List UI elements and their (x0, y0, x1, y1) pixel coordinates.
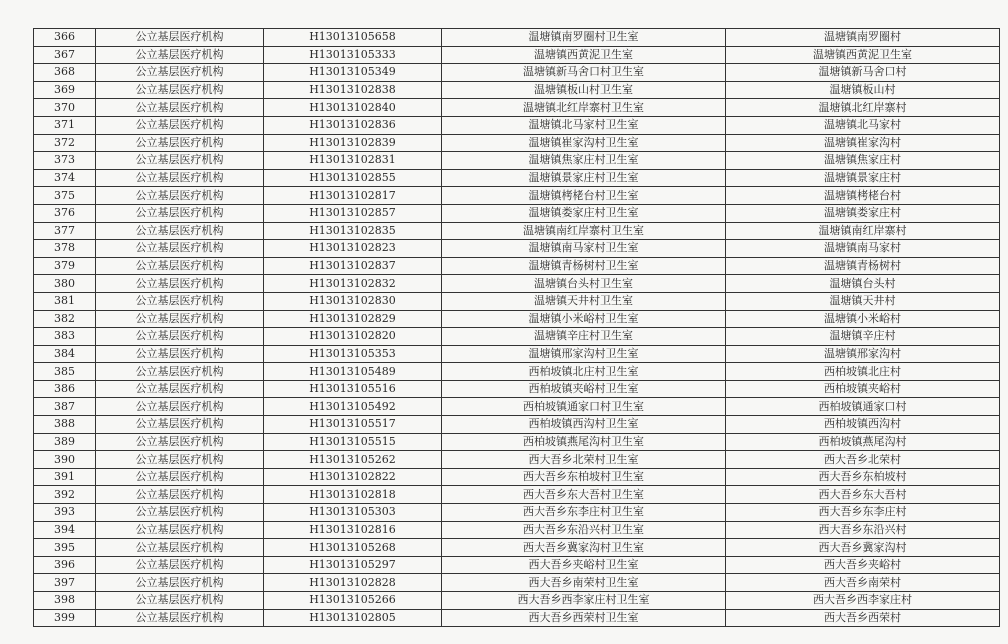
row-number-cell: 397 (34, 574, 96, 592)
institution-type-cell: 公立基层医疗机构 (96, 592, 264, 610)
location-cell: 西柏坡镇通家口村 (726, 398, 1000, 416)
location-cell: 西大吾乡西荣村 (726, 609, 1000, 627)
institution-name-cell: 温塘镇崔家沟村卫生室 (442, 134, 726, 152)
row-number-cell: 396 (34, 556, 96, 574)
institution-type-cell: 公立基层医疗机构 (96, 204, 264, 222)
row-number-cell: 388 (34, 416, 96, 434)
institution-code-cell: H13013105658 (264, 29, 442, 47)
row-number-cell: 391 (34, 468, 96, 486)
table-row (34, 451, 1000, 469)
institution-name-cell: 温塘镇北马家村卫生室 (442, 116, 726, 134)
table-row (34, 398, 1000, 416)
row-number-cell: 366 (34, 29, 96, 47)
table-row (34, 433, 1000, 451)
location-cell: 温塘镇娄家庄村 (726, 204, 1000, 222)
row-number-cell: 382 (34, 310, 96, 328)
institution-code-cell: H13013105333 (264, 46, 442, 64)
location-cell: 温塘镇青杨树村 (726, 257, 1000, 275)
table-row (34, 416, 1000, 434)
institution-code-cell: H13013102817 (264, 187, 442, 205)
institution-type-cell: 公立基层医疗机构 (96, 222, 264, 240)
row-number-cell: 385 (34, 363, 96, 381)
table-row (34, 486, 1000, 504)
location-cell: 温塘镇北红岸寨村 (726, 99, 1000, 117)
institution-name-cell: 温塘镇南罗圈村卫生室 (442, 29, 726, 47)
institution-type-cell: 公立基层医疗机构 (96, 310, 264, 328)
location-cell: 温塘镇天井村 (726, 292, 1000, 310)
institution-name-cell: 温塘镇南红岸寨村卫生室 (442, 222, 726, 240)
institution-code-cell: H13013102820 (264, 328, 442, 346)
institution-type-cell: 公立基层医疗机构 (96, 521, 264, 539)
location-cell: 温塘镇焦家庄村 (726, 152, 1000, 170)
table-row (34, 504, 1000, 522)
table-row (34, 240, 1000, 258)
institution-code-cell: H13013105297 (264, 556, 442, 574)
institution-name-cell: 西柏坡镇通家口村卫生室 (442, 398, 726, 416)
institution-name-cell: 温塘镇天井村卫生室 (442, 292, 726, 310)
institution-code-cell: H13013102823 (264, 240, 442, 258)
institution-code-cell: H13013105492 (264, 398, 442, 416)
institution-code-cell: H13013102839 (264, 134, 442, 152)
institution-type-cell: 公立基层医疗机构 (96, 64, 264, 82)
location-cell: 西大吾乡东大吾村 (726, 486, 1000, 504)
institution-name-cell: 西柏坡镇夹峪村卫生室 (442, 380, 726, 398)
institution-code-cell: H13013102816 (264, 521, 442, 539)
institution-code-cell: H13013102836 (264, 116, 442, 134)
institution-name-cell: 西大吾乡南荣村卫生室 (442, 574, 726, 592)
location-cell: 温塘镇台头村 (726, 275, 1000, 293)
institution-name-cell: 温塘镇南马家村卫生室 (442, 240, 726, 258)
institution-name-cell: 温塘镇小米峪村卫生室 (442, 310, 726, 328)
institution-name-cell: 温塘镇北红岸寨村卫生室 (442, 99, 726, 117)
institution-code-cell: H13013102840 (264, 99, 442, 117)
institution-name-cell: 温塘镇娄家庄村卫生室 (442, 204, 726, 222)
institution-name-cell: 西大吾乡夹峪村卫生室 (442, 556, 726, 574)
table-row (34, 257, 1000, 275)
institution-name-cell: 温塘镇新马舍口村卫生室 (442, 64, 726, 82)
row-number-cell: 398 (34, 592, 96, 610)
table-row (34, 328, 1000, 346)
row-number-cell: 370 (34, 99, 96, 117)
row-number-cell: 377 (34, 222, 96, 240)
institution-code-cell: H13013102837 (264, 257, 442, 275)
institution-type-cell: 公立基层医疗机构 (96, 134, 264, 152)
row-number-cell: 380 (34, 275, 96, 293)
institution-type-cell: 公立基层医疗机构 (96, 468, 264, 486)
institution-type-cell: 公立基层医疗机构 (96, 416, 264, 434)
location-cell: 西大吾乡北荣村 (726, 451, 1000, 469)
institution-code-cell: H13013105303 (264, 504, 442, 522)
institution-code-cell: H13013105349 (264, 64, 442, 82)
location-cell: 温塘镇栲栳台村 (726, 187, 1000, 205)
institution-type-cell: 公立基层医疗机构 (96, 116, 264, 134)
institution-code-cell: H13013105489 (264, 363, 442, 381)
institution-type-cell: 公立基层医疗机构 (96, 345, 264, 363)
institution-name-cell: 西大吾乡东大吾村卫生室 (442, 486, 726, 504)
table-row (34, 275, 1000, 293)
row-number-cell: 367 (34, 46, 96, 64)
location-cell: 温塘镇南红岸寨村 (726, 222, 1000, 240)
row-number-cell: 389 (34, 433, 96, 451)
location-cell: 西柏坡镇西沟村 (726, 416, 1000, 434)
row-number-cell: 373 (34, 152, 96, 170)
institution-type-cell: 公立基层医疗机构 (96, 169, 264, 187)
location-cell: 西大吾乡南荣村 (726, 574, 1000, 592)
institution-type-cell: 公立基层医疗机构 (96, 328, 264, 346)
location-cell: 西大吾乡东李庄村 (726, 504, 1000, 522)
institution-code-cell: H13013105268 (264, 539, 442, 557)
row-number-cell: 383 (34, 328, 96, 346)
institution-code-cell: H13013102832 (264, 275, 442, 293)
table-row (34, 380, 1000, 398)
location-cell: 西大吾乡东沿兴村 (726, 521, 1000, 539)
row-number-cell: 372 (34, 134, 96, 152)
institution-code-cell: H13013102857 (264, 204, 442, 222)
institution-name-cell: 西大吾乡冀家沟村卫生室 (442, 539, 726, 557)
institution-code-cell: H13013105516 (264, 380, 442, 398)
institution-type-cell: 公立基层医疗机构 (96, 292, 264, 310)
location-cell: 西柏坡镇燕尾沟村 (726, 433, 1000, 451)
location-cell: 温塘镇南罗圈村 (726, 29, 1000, 47)
location-cell: 温塘镇崔家沟村 (726, 134, 1000, 152)
institution-type-cell: 公立基层医疗机构 (96, 486, 264, 504)
location-cell: 西柏坡镇北庄村 (726, 363, 1000, 381)
institution-name-cell: 西大吾乡西荣村卫生室 (442, 609, 726, 627)
institution-code-cell: H13013102831 (264, 152, 442, 170)
location-cell: 温塘镇南马家村 (726, 240, 1000, 258)
institution-name-cell: 温塘镇邢家沟村卫生室 (442, 345, 726, 363)
table-row (34, 134, 1000, 152)
table-row (34, 363, 1000, 381)
table-body (34, 29, 1000, 627)
table-row (34, 468, 1000, 486)
table-row (34, 152, 1000, 170)
institution-code-cell: H13013102830 (264, 292, 442, 310)
table-row (34, 29, 1000, 47)
table-row (34, 46, 1000, 64)
institution-type-cell: 公立基层医疗机构 (96, 187, 264, 205)
institution-code-cell: H13013102835 (264, 222, 442, 240)
institution-type-cell: 公立基层医疗机构 (96, 539, 264, 557)
location-cell: 温塘镇辛庄村 (726, 328, 1000, 346)
institution-type-cell: 公立基层医疗机构 (96, 398, 264, 416)
institution-type-cell: 公立基层医疗机构 (96, 81, 264, 99)
institution-type-cell: 公立基层医疗机构 (96, 363, 264, 381)
table-row (34, 574, 1000, 592)
institution-name-cell: 西柏坡镇西沟村卫生室 (442, 416, 726, 434)
row-number-cell: 394 (34, 521, 96, 539)
row-number-cell: 381 (34, 292, 96, 310)
table-row (34, 556, 1000, 574)
row-number-cell: 390 (34, 451, 96, 469)
table-row (34, 64, 1000, 82)
row-number-cell: 393 (34, 504, 96, 522)
table-row (34, 204, 1000, 222)
table-row (34, 99, 1000, 117)
row-number-cell: 369 (34, 81, 96, 99)
location-cell: 温塘镇北马家村 (726, 116, 1000, 134)
institution-name-cell: 西大吾乡北荣村卫生室 (442, 451, 726, 469)
institution-name-cell: 西大吾乡东沿兴村卫生室 (442, 521, 726, 539)
table-row (34, 222, 1000, 240)
row-number-cell: 395 (34, 539, 96, 557)
institution-name-cell: 西柏坡镇燕尾沟村卫生室 (442, 433, 726, 451)
location-cell: 温塘镇邢家沟村 (726, 345, 1000, 363)
row-number-cell: 368 (34, 64, 96, 82)
row-number-cell: 399 (34, 609, 96, 627)
table-row (34, 116, 1000, 134)
institution-type-cell: 公立基层医疗机构 (96, 240, 264, 258)
institution-code-cell: H13013102818 (264, 486, 442, 504)
institution-type-cell: 公立基层医疗机构 (96, 275, 264, 293)
institution-type-cell: 公立基层医疗机构 (96, 152, 264, 170)
institution-name-cell: 西大吾乡东李庄村卫生室 (442, 504, 726, 522)
institution-name-cell: 温塘镇西黄泥卫生室 (442, 46, 726, 64)
table-row (34, 539, 1000, 557)
location-cell: 温塘镇新马舍口村 (726, 64, 1000, 82)
institution-type-cell: 公立基层医疗机构 (96, 46, 264, 64)
institution-code-cell: H13013102828 (264, 574, 442, 592)
row-number-cell: 384 (34, 345, 96, 363)
institution-type-cell: 公立基层医疗机构 (96, 504, 264, 522)
institution-name-cell: 温塘镇焦家庄村卫生室 (442, 152, 726, 170)
institution-name-cell: 温塘镇青杨树村卫生室 (442, 257, 726, 275)
row-number-cell: 387 (34, 398, 96, 416)
location-cell: 温塘镇西黄泥卫生室 (726, 46, 1000, 64)
institution-type-cell: 公立基层医疗机构 (96, 257, 264, 275)
institution-code-cell: H13013102829 (264, 310, 442, 328)
institution-name-cell: 西大吾乡西李家庄村卫生室 (442, 592, 726, 610)
row-number-cell: 392 (34, 486, 96, 504)
location-cell: 西大吾乡西李家庄村 (726, 592, 1000, 610)
table-row (34, 521, 1000, 539)
institution-type-cell: 公立基层医疗机构 (96, 433, 264, 451)
institution-name-cell: 温塘镇台头村卫生室 (442, 275, 726, 293)
institution-name-cell: 温塘镇栲栳台村卫生室 (442, 187, 726, 205)
institution-name-cell: 温塘镇景家庄村卫生室 (442, 169, 726, 187)
institution-type-cell: 公立基层医疗机构 (96, 556, 264, 574)
location-cell: 西柏坡镇夹峪村 (726, 380, 1000, 398)
table-row (34, 81, 1000, 99)
table-row (34, 609, 1000, 627)
institution-name-cell: 西柏坡镇北庄村卫生室 (442, 363, 726, 381)
row-number-cell: 378 (34, 240, 96, 258)
institution-type-cell: 公立基层医疗机构 (96, 380, 264, 398)
institution-code-cell: H13013105515 (264, 433, 442, 451)
table-row (34, 187, 1000, 205)
institution-code-cell: H13013105266 (264, 592, 442, 610)
location-cell: 温塘镇板山村 (726, 81, 1000, 99)
institution-type-cell: 公立基层医疗机构 (96, 609, 264, 627)
institution-type-cell: 公立基层医疗机构 (96, 29, 264, 47)
table-row (34, 169, 1000, 187)
location-cell: 西大吾乡东柏坡村 (726, 468, 1000, 486)
institution-type-cell: 公立基层医疗机构 (96, 574, 264, 592)
location-cell: 西大吾乡冀家沟村 (726, 539, 1000, 557)
location-cell: 温塘镇小米峪村 (726, 310, 1000, 328)
document-page (33, 28, 999, 627)
row-number-cell: 376 (34, 204, 96, 222)
institution-code-cell: H13013105262 (264, 451, 442, 469)
institution-table (33, 28, 1000, 627)
institution-name-cell: 温塘镇板山村卫生室 (442, 81, 726, 99)
institution-name-cell: 温塘镇辛庄村卫生室 (442, 328, 726, 346)
institution-name-cell: 西大吾乡东柏坡村卫生室 (442, 468, 726, 486)
table-row (34, 292, 1000, 310)
institution-code-cell: H13013102855 (264, 169, 442, 187)
institution-code-cell: H13013105517 (264, 416, 442, 434)
location-cell: 西大吾乡夹峪村 (726, 556, 1000, 574)
institution-type-cell: 公立基层医疗机构 (96, 451, 264, 469)
institution-code-cell: H13013105353 (264, 345, 442, 363)
row-number-cell: 386 (34, 380, 96, 398)
institution-code-cell: H13013102822 (264, 468, 442, 486)
institution-type-cell: 公立基层医疗机构 (96, 99, 264, 117)
row-number-cell: 379 (34, 257, 96, 275)
row-number-cell: 371 (34, 116, 96, 134)
location-cell: 温塘镇景家庄村 (726, 169, 1000, 187)
table-row (34, 345, 1000, 363)
row-number-cell: 374 (34, 169, 96, 187)
institution-code-cell: H13013102805 (264, 609, 442, 627)
row-number-cell: 375 (34, 187, 96, 205)
institution-code-cell: H13013102838 (264, 81, 442, 99)
table-row (34, 592, 1000, 610)
table-row (34, 310, 1000, 328)
